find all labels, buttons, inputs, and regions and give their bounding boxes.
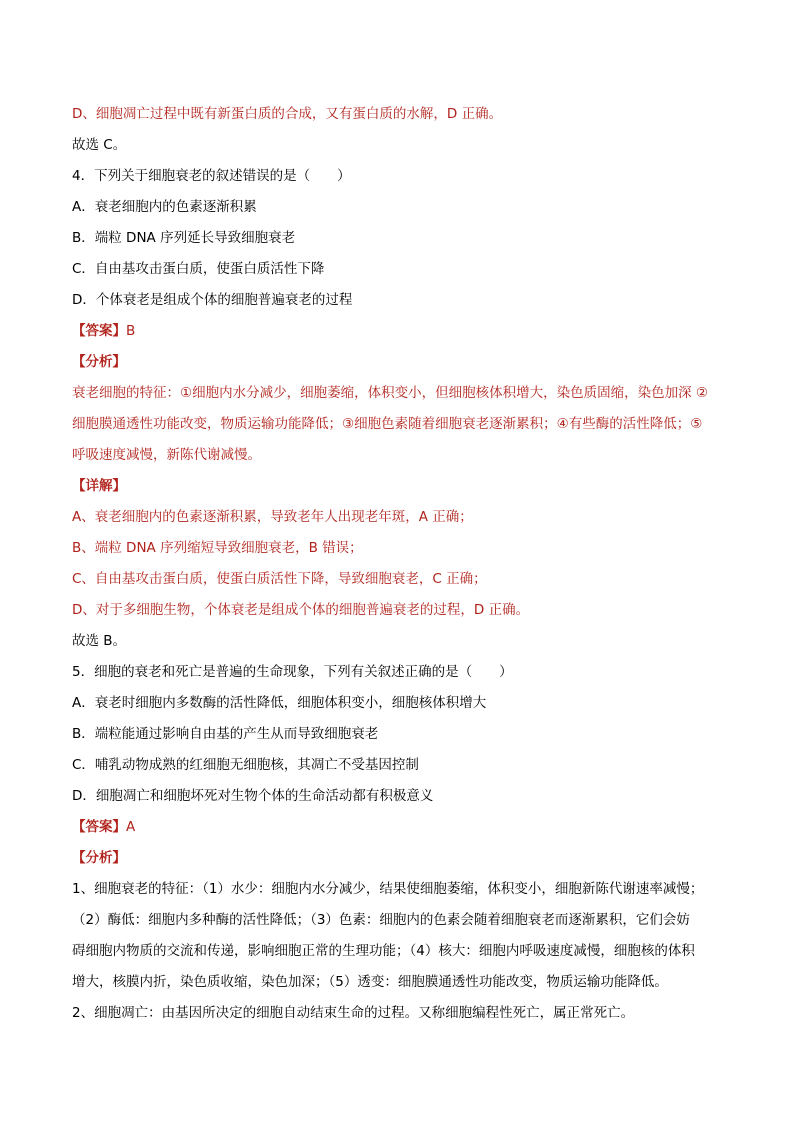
answer-tag: 【答案】 xyxy=(72,819,126,835)
question-4-option-d: D．个体衰老是组成个体的细胞普遍衰老的过程 xyxy=(72,292,353,308)
question-4-detail-c: C、自由基攻击蛋白质，使蛋白质活性下降，导致细胞衰老，C 正确； xyxy=(72,571,487,587)
answer-value: A xyxy=(126,819,136,835)
question-5-analysis-1-line-3: 碍细胞内物质的交流和传递，影响细胞正常的生理功能；（4）核大：细胞内呼吸速度减慢，细胞核的体积 xyxy=(72,943,695,959)
question-5-answer xyxy=(72,812,732,843)
answer-tag: 【答案】 xyxy=(72,323,126,339)
question-5-analysis-1-line-2: （2）酶低：细胞内多种酶的活性降低；（3）色素：细胞内的色素会随着细胞衰老而逐渐累积，它们会妨 xyxy=(72,912,690,928)
prev-detail-d: D、细胞凋亡过程中既有新蛋白质的合成，又有蛋白质的水解，D 正确。 xyxy=(72,106,503,122)
prev-choose: 故选 C。 xyxy=(72,137,127,153)
question-4-analysis-tag: 【分析】 xyxy=(72,354,126,370)
question-5-option-b: B．端粒能通过影响自由基的产生从而导致细胞衰老 xyxy=(72,726,379,742)
question-4-analysis-line-2: 细胞膜通透性功能改变，物质运输功能降低；③细胞色素随着细胞衰老逐渐累积；④有些酶的活性降低；⑤ xyxy=(72,416,703,432)
question-5-analysis-tag: 【分析】 xyxy=(72,850,126,866)
question-4-analysis-line-3: 呼吸速度减慢，新陈代谢减慢。 xyxy=(72,447,261,463)
question-4-detail-d: D、对于多细胞生物，个体衰老是组成个体的细胞普遍衰老的过程，D 正确。 xyxy=(72,602,530,618)
question-4-analysis-line-1: 衰老细胞的特征：①细胞内水分减少，细胞萎缩，体积变小，但细胞核体积增大，染色质固缩，染色加深 ② xyxy=(72,385,708,401)
question-5-analysis-1-line-4: 增大，核膜内折，染色质收缩，染色加深；（5）透变：细胞膜通透性功能改变，物质运输功能降低。 xyxy=(72,974,668,990)
question-4-detail-tag: 【详解】 xyxy=(72,478,126,494)
question-4-detail-a: A、衰老细胞内的色素逐渐积累，导致老年人出现老年斑，A 正确； xyxy=(72,509,473,525)
question-4-option-b: B．端粒 DNA 序列延长导致细胞衰老 xyxy=(72,230,296,246)
question-4-detail-b: B、端粒 DNA 序列缩短导致细胞衰老，B 错误； xyxy=(72,540,363,556)
question-4-choose: 故选 B。 xyxy=(72,633,127,649)
question-4-option-c: C．自由基攻击蛋白质，使蛋白质活性下降 xyxy=(72,261,325,277)
question-5-option-a: A．衰老时细胞内多数酶的活性降低，细胞体积变小，细胞核体积增大 xyxy=(72,695,487,711)
question-5-analysis-1-line-1: 1、细胞衰老的特征：（1）水少：细胞内水分减少，结果使细胞萎缩，体积变小，细胞新陈代谢速率减慢； xyxy=(72,881,704,897)
question-5-stem: 5．细胞的衰老和死亡是普遍的生命现象，下列有关叙述正确的是（ ） xyxy=(72,664,513,680)
question-5-option-d: D．细胞凋亡和细胞坏死对生物个体的生命活动都有积极意义 xyxy=(72,788,434,804)
question-4-option-a: A．衰老细胞内的色素逐渐积累 xyxy=(72,199,257,215)
document-page xyxy=(72,99,732,1029)
question-5-option-c: C．哺乳动物成熟的红细胞无细胞核，其凋亡不受基因控制 xyxy=(72,757,419,773)
question-4-stem: 4．下列关于细胞衰老的叙述错误的是（ ） xyxy=(72,168,351,184)
question-4-answer xyxy=(72,316,732,347)
question-5-analysis-2: 2、细胞凋亡：由基因所决定的细胞自动结束生命的过程。又称细胞编程性死亡，属正常死亡。 xyxy=(72,1005,635,1021)
answer-value: B xyxy=(126,323,136,339)
